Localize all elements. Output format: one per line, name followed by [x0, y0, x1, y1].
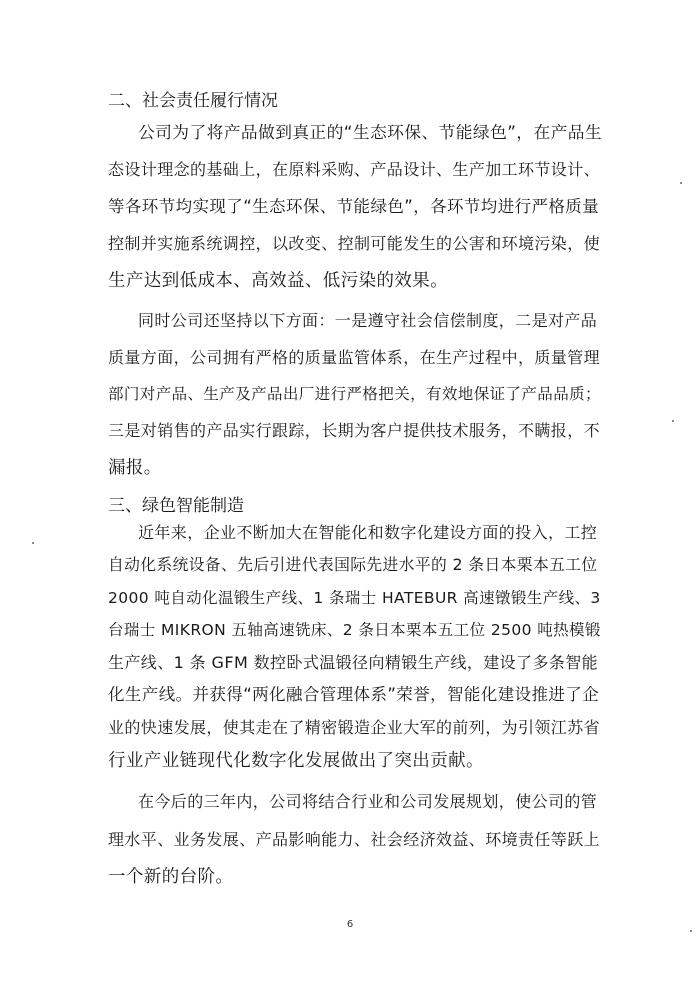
body-line: 公司为了将产品做到真正的“生态环保、节能绿色”，在产品生: [138, 122, 603, 142]
scan-speck: [690, 930, 692, 932]
body-line: 生产达到低成本、高效益、低污染的效果。: [108, 271, 449, 291]
body-line: 一个新的台阶。: [108, 867, 234, 887]
body-line: 生产线、1 条 GFM 数控卧式温锻径向精锻生产线，建设了多条智能: [108, 653, 599, 672]
body-line: 化生产线。并获得“两化融合管理体系”荣誉，智能化建设推进了企: [108, 685, 600, 704]
body-line: 近年来，企业不断加大在智能化和数字化建设方面的投入，工控: [138, 523, 598, 542]
body-line: 控制并实施系统调控，以改变、控制可能发生的公害和环境污染，使: [108, 234, 601, 253]
body-line: 理水平、业务发展、产品影响能力、社会经济效益、环境责任等跃上: [108, 830, 601, 849]
body-line: 三是对销售的产品实行跟踪，长期为客户提供技术服务，不瞒报，不: [108, 421, 601, 440]
scan-speck: [32, 542, 34, 544]
scan-speck: [672, 420, 674, 422]
body-line: 等各环节均实现了“生态环保、节能绿色”，各环节均进行严格质量: [108, 197, 600, 216]
body-line: 行业产业链现代化数字化发展做出了突出贡献。: [108, 751, 484, 771]
body-line: 部门对产品、生产及产品出厂进行严格把关，有效地保证了产品品质；: [108, 385, 601, 403]
scan-speck: [680, 182, 682, 184]
section-heading-green-manufacturing: 三、绿色智能制造: [108, 496, 244, 516]
body-line: 在今后的三年内，公司将结合行业和公司发展规划，使公司的管: [138, 792, 598, 811]
section-heading-social-responsibility: 二、社会责任履行情况: [108, 91, 278, 111]
body-line: 台瑞士 MIKRON 五轴高速铣床、2 条日本栗本五工位 2500 吨热模锻: [108, 621, 601, 639]
body-line: 漏报。: [108, 458, 162, 478]
body-line: 态设计理念的基础上，在原料采购、产品设计、生产加工环节设计、: [108, 160, 601, 179]
body-line: 业的快速发展，使其走在了精密锻造企业大军的前列，为引领江苏省: [108, 718, 601, 737]
page-number: 6: [346, 919, 354, 930]
body-line: 质量方面，公司拥有严格的质量监管体系，在生产过程中，质量管理: [108, 348, 601, 367]
body-line: 自动化系统设备、先后引进代表国际先进水平的 2 条日本栗本五工位: [108, 555, 598, 574]
body-line: 2000 吨自动化温锻生产线、1 条瑞士 HATEBUR 高速镦锻生产线、3: [108, 589, 601, 607]
body-line: 同时公司还坚持以下方面：一是遵守社会信偿制度，二是对产品: [138, 311, 598, 330]
